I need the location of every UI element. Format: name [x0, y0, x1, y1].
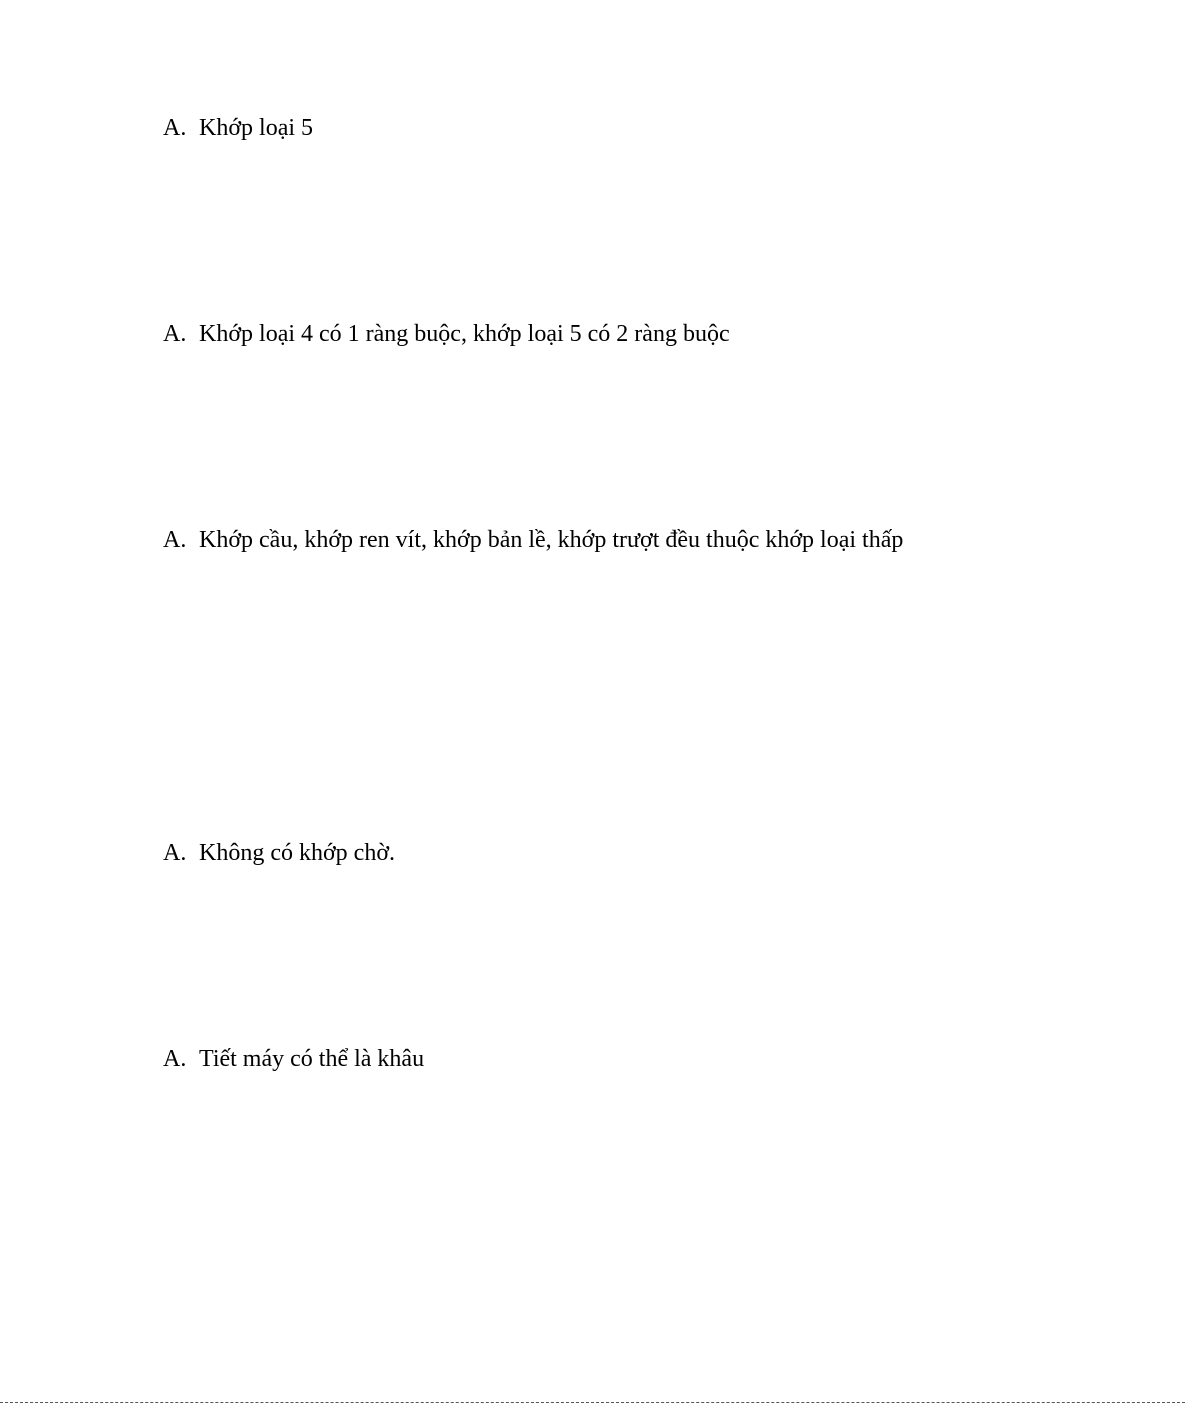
answer-text: Khớp cầu, khớp ren vít, khớp bản lề, khớp trượt đều thuộc khớp loại thấp: [199, 527, 904, 553]
answer-option: [163, 113, 313, 143]
answer-option: [163, 525, 903, 555]
answer-text: Không có khớp chờ.: [199, 840, 396, 866]
answer-letter: A.: [163, 1046, 187, 1072]
answer-option: [163, 1044, 424, 1074]
answer-text: Tiết máy có thể là khâu: [199, 1046, 425, 1072]
answer-option: [163, 838, 395, 868]
answer-letter: A.: [163, 115, 187, 141]
answer-letter: A.: [163, 321, 187, 347]
answer-text: Khớp loại 5: [199, 115, 314, 141]
answer-letter: A.: [163, 840, 187, 866]
answer-text: Khớp loại 4 có 1 ràng buộc, khớp loại 5 có 2 ràng buộc: [199, 321, 730, 347]
answer-letter: A.: [163, 527, 187, 553]
page-bottom-divider: [0, 1402, 1185, 1403]
answer-option: [163, 319, 730, 349]
